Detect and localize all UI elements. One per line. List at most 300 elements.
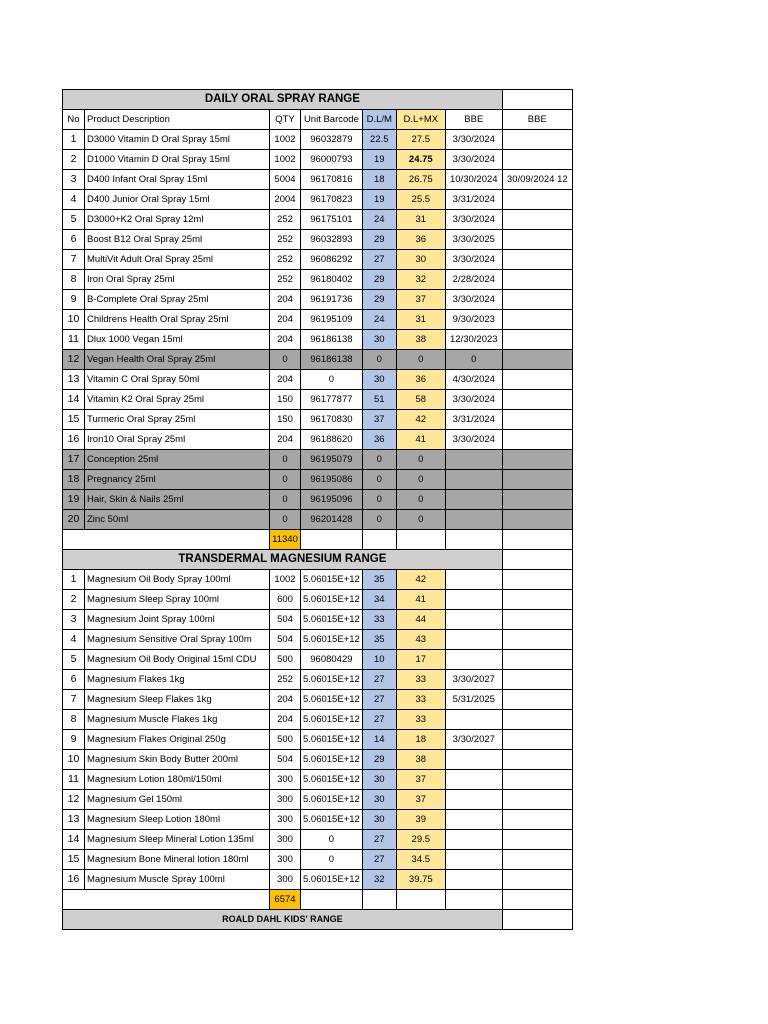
table-row: [63, 750, 573, 770]
empty-cell: [502, 90, 572, 110]
cell-dlm: 29: [362, 230, 396, 250]
cell-no: 9: [63, 290, 85, 310]
cell-barcode: 96080429: [301, 650, 363, 670]
cell-desc: Iron Oral Spray 25ml: [85, 270, 270, 290]
table-row: [63, 670, 573, 690]
cell-dlmx: 25.5: [396, 190, 445, 210]
cell-dlmx: 37: [396, 770, 445, 790]
cell-bbe2: [502, 430, 572, 450]
cell-dlm: 14: [362, 730, 396, 750]
cell-qty: 300: [270, 810, 301, 830]
table-row: [63, 650, 573, 670]
cell-no: 19: [63, 490, 85, 510]
cell-barcode: 96201428: [301, 510, 363, 530]
spreadsheet-table: [62, 89, 573, 930]
cell-no: 7: [63, 690, 85, 710]
cell-dlm: 27: [362, 670, 396, 690]
cell-dlm: 18: [362, 170, 396, 190]
table-row: [63, 210, 573, 230]
cell-bbe: 2/28/2024: [445, 270, 502, 290]
cell-dlm: 30: [362, 330, 396, 350]
column-header-bbe: BBE: [445, 110, 502, 130]
cell-desc: Magnesium Flakes Original 250g: [85, 730, 270, 750]
cell-desc: Magnesium Sleep Lotion 180ml: [85, 810, 270, 830]
cell-bbe: 3/30/2024: [445, 290, 502, 310]
cell-no: 20: [63, 510, 85, 530]
cell-qty: 204: [270, 710, 301, 730]
cell-no: 1: [63, 130, 85, 150]
cell-bbe2: [502, 710, 572, 730]
cell-bbe: 3/30/2027: [445, 670, 502, 690]
cell-bbe: 4/30/2024: [445, 370, 502, 390]
cell-desc: Magnesium Sensitive Oral Spray 100m: [85, 630, 270, 650]
column-header-no: No: [63, 110, 85, 130]
cell-barcode: 96177877: [301, 390, 363, 410]
cell-bbe2: [502, 590, 572, 610]
cell-barcode: 0: [301, 830, 363, 850]
cell-no: 14: [63, 390, 85, 410]
cell-dlmx: 43: [396, 630, 445, 650]
cell-dlmx: 33: [396, 710, 445, 730]
cell-bbe2: [502, 730, 572, 750]
cell-barcode: 5.06015E+12: [301, 810, 363, 830]
cell-desc: Pregnancy 25ml: [85, 470, 270, 490]
table-row: [63, 130, 573, 150]
cell-desc: Turmeric Oral Spray 25ml: [85, 410, 270, 430]
cell-no: 5: [63, 650, 85, 670]
cell-bbe2: [502, 250, 572, 270]
cell-desc: Vitamin K2 Oral Spray 25ml: [85, 390, 270, 410]
section-header-roald: [63, 910, 573, 930]
cell-qty: 252: [270, 210, 301, 230]
cell-qty: 300: [270, 770, 301, 790]
cell-bbe2: [502, 190, 572, 210]
cell-dlmx: 0: [396, 470, 445, 490]
cell-no: 10: [63, 750, 85, 770]
cell-dlm: 19: [362, 190, 396, 210]
cell-bbe2: [502, 350, 572, 370]
cell-desc: D3000+K2 Oral Spray 12ml: [85, 210, 270, 230]
cell-no: 9: [63, 730, 85, 750]
table-row: [63, 190, 573, 210]
cell-bbe: 0: [445, 350, 502, 370]
cell-qty: 204: [270, 430, 301, 450]
cell-no: 11: [63, 770, 85, 790]
cell-desc: D400 Junior Oral Spray 15ml: [85, 190, 270, 210]
cell-desc: Magnesium Oil Body Spray 100ml: [85, 570, 270, 590]
section-title: DAILY ORAL SPRAY RANGE: [63, 90, 503, 110]
cell-barcode: 96191736: [301, 290, 363, 310]
cell-dlm: 0: [362, 350, 396, 370]
cell-bbe2: [502, 410, 572, 430]
cell-bbe: [445, 830, 502, 850]
cell-barcode: 5.06015E+12: [301, 690, 363, 710]
cell-barcode: 5.06015E+12: [301, 610, 363, 630]
cell-qty: 150: [270, 390, 301, 410]
cell-dlm: 27: [362, 250, 396, 270]
cell-desc: D1000 Vitamin D Oral Spray 15ml: [85, 150, 270, 170]
cell-desc: Magnesium Gel 150ml: [85, 790, 270, 810]
cell-dlm: 35: [362, 570, 396, 590]
cell-bbe2: [502, 490, 572, 510]
cell-bbe2: [502, 870, 572, 890]
cell-dlm: 29: [362, 290, 396, 310]
cell-dlm: 37: [362, 410, 396, 430]
cell-no: 4: [63, 190, 85, 210]
cell-bbe2: [502, 670, 572, 690]
table-row: [63, 570, 573, 590]
cell-bbe2: [502, 270, 572, 290]
cell-bbe: [445, 490, 502, 510]
cell-no: 2: [63, 150, 85, 170]
cell-no: 13: [63, 370, 85, 390]
cell-dlm: 34: [362, 590, 396, 610]
cell-bbe2: [502, 850, 572, 870]
cell-no: 3: [63, 170, 85, 190]
cell-no: 10: [63, 310, 85, 330]
cell-desc: Vegan Health Oral Spray 25ml: [85, 350, 270, 370]
table-row: [63, 710, 573, 730]
cell-dlm: 27: [362, 690, 396, 710]
cell-bbe2: [502, 650, 572, 670]
table-row: [63, 790, 573, 810]
table-row: [63, 170, 573, 190]
section-title: TRANSDERMAL MAGNESIUM RANGE: [63, 550, 503, 570]
cell-desc: D400 Infant Oral Spray 15ml: [85, 170, 270, 190]
table-row: [63, 390, 573, 410]
cell-barcode: 96170823: [301, 190, 363, 210]
cell-no: 16: [63, 430, 85, 450]
table-row: [63, 450, 573, 470]
cell-qty: 504: [270, 750, 301, 770]
table-row: [63, 850, 573, 870]
cell-bbe2: [502, 750, 572, 770]
cell-qty: 0: [270, 510, 301, 530]
cell-desc: Magnesium Oil Body Original 15ml CDU: [85, 650, 270, 670]
column-header-barcode: Unit Barcode: [301, 110, 363, 130]
cell-dlm: 24: [362, 310, 396, 330]
cell-qty: 204: [270, 310, 301, 330]
cell-bbe2: [502, 570, 572, 590]
cell-dlmx: 34.5: [396, 850, 445, 870]
cell-barcode: 96195086: [301, 470, 363, 490]
column-header-qty: QTY: [270, 110, 301, 130]
cell-qty: 1002: [270, 570, 301, 590]
empty-cell: [502, 530, 572, 550]
cell-bbe: [445, 870, 502, 890]
cell-bbe: 3/30/2024: [445, 210, 502, 230]
cell-dlmx: 29.5: [396, 830, 445, 850]
column-header-dlm: D.L/M: [362, 110, 396, 130]
column-header-desc: Product Description: [85, 110, 270, 130]
cell-bbe: [445, 610, 502, 630]
cell-bbe: [445, 710, 502, 730]
cell-dlm: 29: [362, 270, 396, 290]
cell-bbe2: [502, 470, 572, 490]
cell-no: 12: [63, 790, 85, 810]
cell-barcode: 5.06015E+12: [301, 670, 363, 690]
table-row: [63, 810, 573, 830]
cell-no: 8: [63, 270, 85, 290]
cell-bbe: [445, 650, 502, 670]
cell-dlmx: 37: [396, 290, 445, 310]
empty-cell: [63, 530, 270, 550]
cell-no: 1: [63, 570, 85, 590]
cell-bbe2: [502, 450, 572, 470]
cell-bbe2: [502, 810, 572, 830]
cell-barcode: 96188620: [301, 430, 363, 450]
cell-bbe2: [502, 510, 572, 530]
cell-desc: Iron10 Oral Spray 25ml: [85, 430, 270, 450]
table-row: [63, 630, 573, 650]
cell-dlmx: 0: [396, 510, 445, 530]
cell-no: 16: [63, 870, 85, 890]
cell-barcode: 0: [301, 850, 363, 870]
table-row: [63, 770, 573, 790]
cell-bbe2: [502, 830, 572, 850]
cell-no: 15: [63, 410, 85, 430]
cell-desc: Magnesium Muscle Flakes 1kg: [85, 710, 270, 730]
cell-dlm: 0: [362, 490, 396, 510]
cell-dlm: 35: [362, 630, 396, 650]
cell-desc: Dlux 1000 Vegan 15ml: [85, 330, 270, 350]
cell-bbe2: [502, 230, 572, 250]
cell-qty: 500: [270, 650, 301, 670]
cell-no: 14: [63, 830, 85, 850]
empty-cell: [301, 890, 363, 910]
cell-dlmx: 32: [396, 270, 445, 290]
cell-qty: 0: [270, 470, 301, 490]
cell-dlm: 10: [362, 650, 396, 670]
cell-bbe: [445, 470, 502, 490]
cell-bbe2: [502, 370, 572, 390]
cell-barcode: 5.06015E+12: [301, 870, 363, 890]
cell-dlm: 19: [362, 150, 396, 170]
cell-bbe2: [502, 770, 572, 790]
cell-qty: 300: [270, 850, 301, 870]
total-row: [63, 890, 573, 910]
cell-dlmx: 41: [396, 430, 445, 450]
cell-barcode: 0: [301, 370, 363, 390]
cell-bbe: 3/31/2024: [445, 410, 502, 430]
section-title: ROALD DAHL KIDS' RANGE: [63, 910, 503, 930]
cell-barcode: 96195079: [301, 450, 363, 470]
cell-bbe: [445, 810, 502, 830]
cell-barcode: 96032893: [301, 230, 363, 250]
cell-bbe2: [502, 150, 572, 170]
empty-cell: [502, 890, 572, 910]
cell-bbe: [445, 790, 502, 810]
cell-bbe: 3/30/2024: [445, 130, 502, 150]
section-header-daily: [63, 90, 573, 110]
table-row: [63, 410, 573, 430]
cell-dlm: 24: [362, 210, 396, 230]
cell-dlmx: 33: [396, 690, 445, 710]
cell-qty: 204: [270, 290, 301, 310]
cell-dlm: 29: [362, 750, 396, 770]
cell-dlmx: 39.75: [396, 870, 445, 890]
cell-bbe2: [502, 330, 572, 350]
cell-bbe2: [502, 130, 572, 150]
cell-qty: 300: [270, 830, 301, 850]
cell-barcode: 96195096: [301, 490, 363, 510]
cell-qty: 252: [270, 250, 301, 270]
cell-qty: 0: [270, 350, 301, 370]
cell-barcode: 96086292: [301, 250, 363, 270]
cell-barcode: 96186138: [301, 330, 363, 350]
table-row: [63, 610, 573, 630]
table-row: [63, 510, 573, 530]
table-row: [63, 590, 573, 610]
cell-qty: 1002: [270, 150, 301, 170]
cell-dlmx: 36: [396, 370, 445, 390]
cell-desc: Magnesium Skin Body Butter 200ml: [85, 750, 270, 770]
cell-qty: 252: [270, 670, 301, 690]
cell-dlmx: 33: [396, 670, 445, 690]
table-row: [63, 250, 573, 270]
cell-qty: 252: [270, 270, 301, 290]
cell-qty: 500: [270, 730, 301, 750]
cell-barcode: 5.06015E+12: [301, 570, 363, 590]
spreadsheet-body: [63, 90, 573, 930]
cell-qty: 0: [270, 450, 301, 470]
cell-desc: D3000 Vitamin D Oral Spray 15ml: [85, 130, 270, 150]
cell-no: 18: [63, 470, 85, 490]
table-row: [63, 150, 573, 170]
cell-dlm: 33: [362, 610, 396, 630]
cell-barcode: 5.06015E+12: [301, 590, 363, 610]
table-row: [63, 330, 573, 350]
cell-bbe: [445, 570, 502, 590]
total-row: [63, 530, 573, 550]
cell-bbe2: [502, 790, 572, 810]
section-header-magnesium: [63, 550, 573, 570]
cell-barcode: 96170816: [301, 170, 363, 190]
cell-bbe2: [502, 390, 572, 410]
cell-barcode: 5.06015E+12: [301, 770, 363, 790]
cell-dlm: 22.5: [362, 130, 396, 150]
cell-dlmx: 27.5: [396, 130, 445, 150]
cell-dlmx: 58: [396, 390, 445, 410]
table-row: [63, 490, 573, 510]
column-header-bbe2: BBE: [502, 110, 572, 130]
empty-cell: [362, 890, 396, 910]
cell-dlmx: 18: [396, 730, 445, 750]
cell-barcode: 5.06015E+12: [301, 750, 363, 770]
cell-dlm: 36: [362, 430, 396, 450]
table-row: [63, 870, 573, 890]
empty-cell: [63, 890, 270, 910]
cell-dlm: 27: [362, 850, 396, 870]
empty-cell: [396, 530, 445, 550]
cell-desc: B-Complete Oral Spray 25ml: [85, 290, 270, 310]
cell-bbe: 12/30/2023: [445, 330, 502, 350]
cell-desc: Magnesium Sleep Flakes 1kg: [85, 690, 270, 710]
table-row: [63, 690, 573, 710]
cell-dlmx: 42: [396, 570, 445, 590]
cell-bbe2: [502, 290, 572, 310]
cell-qty: 504: [270, 630, 301, 650]
cell-dlmx: 38: [396, 750, 445, 770]
table-row: [63, 730, 573, 750]
cell-dlmx: 42: [396, 410, 445, 430]
cell-no: 6: [63, 230, 85, 250]
cell-dlmx: 37: [396, 790, 445, 810]
table-row: [63, 290, 573, 310]
cell-desc: Childrens Health Oral Spray 25ml: [85, 310, 270, 330]
cell-dlm: 0: [362, 510, 396, 530]
cell-bbe2: [502, 310, 572, 330]
cell-bbe: 3/30/2024: [445, 390, 502, 410]
cell-dlmx: 31: [396, 310, 445, 330]
cell-desc: Magnesium Sleep Spray 100ml: [85, 590, 270, 610]
cell-no: 3: [63, 610, 85, 630]
cell-dlm: 51: [362, 390, 396, 410]
empty-cell: [301, 530, 363, 550]
cell-desc: Magnesium Joint Spray 100ml: [85, 610, 270, 630]
cell-dlm: 30: [362, 370, 396, 390]
cell-no: 2: [63, 590, 85, 610]
cell-barcode: 96186138: [301, 350, 363, 370]
table-row: [63, 430, 573, 450]
cell-bbe2: [502, 690, 572, 710]
cell-bbe: 3/30/2024: [445, 150, 502, 170]
cell-barcode: 96000793: [301, 150, 363, 170]
cell-dlmx: 38: [396, 330, 445, 350]
cell-bbe: [445, 450, 502, 470]
cell-qty: 600: [270, 590, 301, 610]
cell-dlmx: 44: [396, 610, 445, 630]
cell-qty: 300: [270, 870, 301, 890]
cell-bbe2: [502, 210, 572, 230]
cell-no: 7: [63, 250, 85, 270]
empty-cell: [502, 550, 572, 570]
cell-qty: 5004: [270, 170, 301, 190]
cell-dlm: 32: [362, 870, 396, 890]
cell-barcode: 96195109: [301, 310, 363, 330]
cell-desc: Magnesium Lotion 180ml/150ml: [85, 770, 270, 790]
cell-dlm: 30: [362, 810, 396, 830]
cell-qty: 300: [270, 790, 301, 810]
qty-total: 11340: [270, 530, 301, 550]
cell-dlmx: 26.75: [396, 170, 445, 190]
empty-cell: [396, 890, 445, 910]
cell-barcode: 96180402: [301, 270, 363, 290]
cell-bbe2: [502, 630, 572, 650]
cell-dlm: 0: [362, 470, 396, 490]
cell-no: 8: [63, 710, 85, 730]
table-row: [63, 830, 573, 850]
cell-qty: 2004: [270, 190, 301, 210]
cell-qty: 150: [270, 410, 301, 430]
cell-desc: Magnesium Bone Mineral lotion 180ml: [85, 850, 270, 870]
cell-dlmx: 0: [396, 450, 445, 470]
cell-bbe: 3/30/2025: [445, 230, 502, 250]
cell-bbe: [445, 590, 502, 610]
cell-dlm: 0: [362, 450, 396, 470]
cell-bbe: [445, 750, 502, 770]
cell-bbe: [445, 630, 502, 650]
cell-bbe2: [502, 610, 572, 630]
cell-desc: Boost B12 Oral Spray 25ml: [85, 230, 270, 250]
cell-barcode: 96175101: [301, 210, 363, 230]
cell-dlmx: 31: [396, 210, 445, 230]
cell-desc: Magnesium Sleep Mineral Lotion 135ml: [85, 830, 270, 850]
column-header-row: [63, 110, 573, 130]
cell-bbe: 3/30/2024: [445, 250, 502, 270]
cell-no: 17: [63, 450, 85, 470]
table-row: [63, 310, 573, 330]
